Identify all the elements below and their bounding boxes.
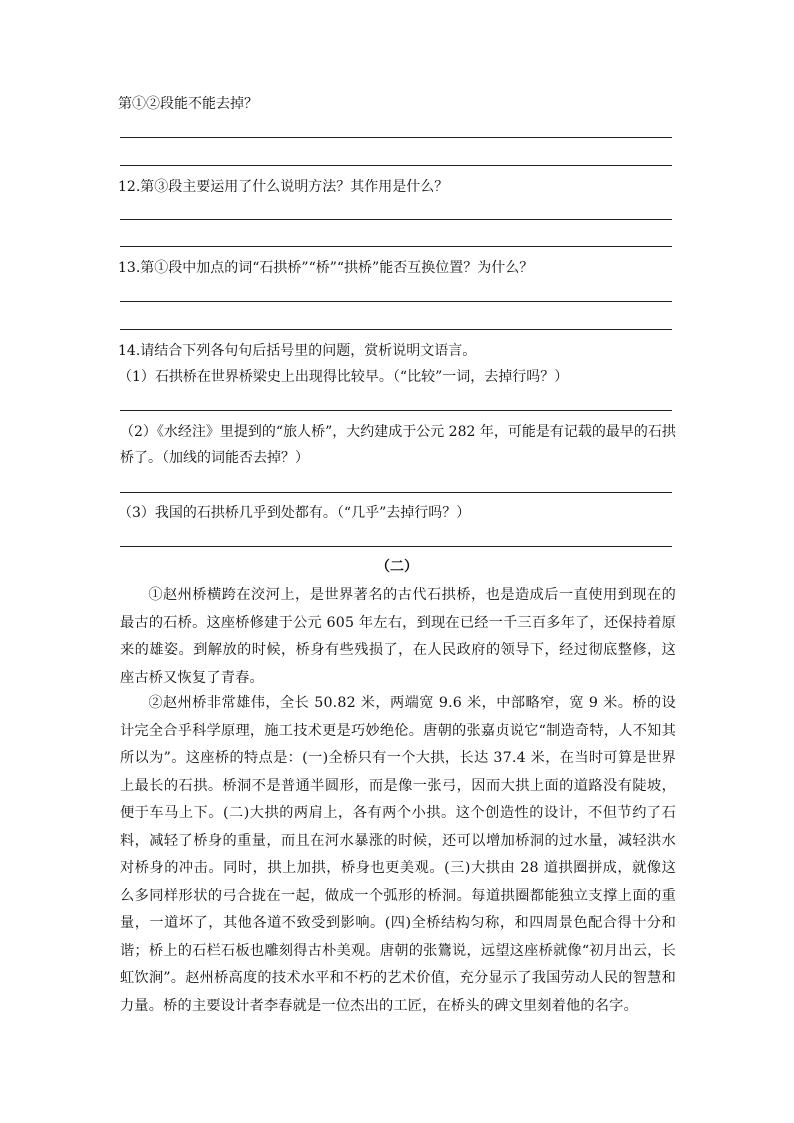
question-12: 12.第③段主要运用了什么说明方法？其作用是什么？ [118,179,449,195]
answer-line [120,137,672,138]
passage-paragraph-1: ①赵州桥横跨在洨河上，是世界著名的古代石拱桥，也是造成后一直使用到现在的最古的石桥。这座桥修建于公元 605 年左右，到现在已经一千三百多年了，还保持着原来的雄姿。到解放的时候，桥身有些残损了，在人民政府的领导下，经过彻底整修，这座古桥又恢复了青春。 [120,587,676,686]
answer-line [120,329,672,330]
question-14-2: （2）《水经注》里提到的“旅人桥”，大约建成于公元 282 年，可能是有记载的最早的石拱桥了。（加线的词能否去掉？） [120,424,676,466]
answer-line [120,410,672,411]
passage-paragraph-2: ②赵州桥非常雄伟，全长 50.82 米，两端宽 9.6 米，中部略窄，宽 9 米。桥的设计完全合乎科学原理，施工技术更是巧妙绝伦。唐朝的张嘉贞说它“制造奇特，人不知其所以为”。这座桥的特点是：(一)全桥只有一个大拱，长达 37.4 米，在当时可算是世界上最长的石拱。桥洞不是普通半圆形，而是像一张弓，因而大拱上面的道路没有陡坡，便于车马上下。(二)大拱的两肩上，各有两个小拱。这个创造性的设计，不但节约了石料，减轻了桥身的重量，而且在河水暴涨的时候，还可以增加桥洞的过水量，减轻洪水对桥身的冲击。同时，拱上加拱，桥身也更美观。(三)大拱由 28 道拱圈拼成，就像这么多同样形状的弓合拢在一起，做成一个弧形的桥洞。每道拱圈都能独立支撑上面的重量，一道坏了，其他各道不致受到影响。(四)全桥结构匀称，和四周景色配合得十分和谐；桥上的石栏石板也雕刻得古朴美观。唐朝的张鷟说，远望这座桥就像“初月出云，长虹饮涧”。赵州桥高度的技术水平和不朽的艺术价值，充分显示了我国劳动人民的智慧和力量。桥的主要设计者李春就是一位杰出的工匠，在桥头的碑文里刻着他的名字。 [120,695,676,1014]
section-heading: （二） [376,559,418,575]
answer-line [120,546,672,547]
answer-line [120,219,672,220]
answer-line [120,301,672,302]
answer-line [120,246,672,247]
answer-line [120,492,672,493]
question-14: 14.请结合下列各句句后括号里的问题，赏析说明文语言。 [118,343,477,359]
question-14-3: （3）我国的石拱桥几乎到处都有。（“几乎”去掉行吗？） [118,505,471,521]
question-14-1: （1）石拱桥在世界桥梁史上出现得比较早。（“比较”一词，去掉行吗？） [118,369,569,385]
question-paragraphs-removal: 第①②段能不能去掉？ [118,96,258,112]
answer-line [120,165,672,166]
question-13: 13.第①段中加点的词“石拱桥”“桥”“拱桥”能否互换位置？为什么？ [118,260,534,276]
